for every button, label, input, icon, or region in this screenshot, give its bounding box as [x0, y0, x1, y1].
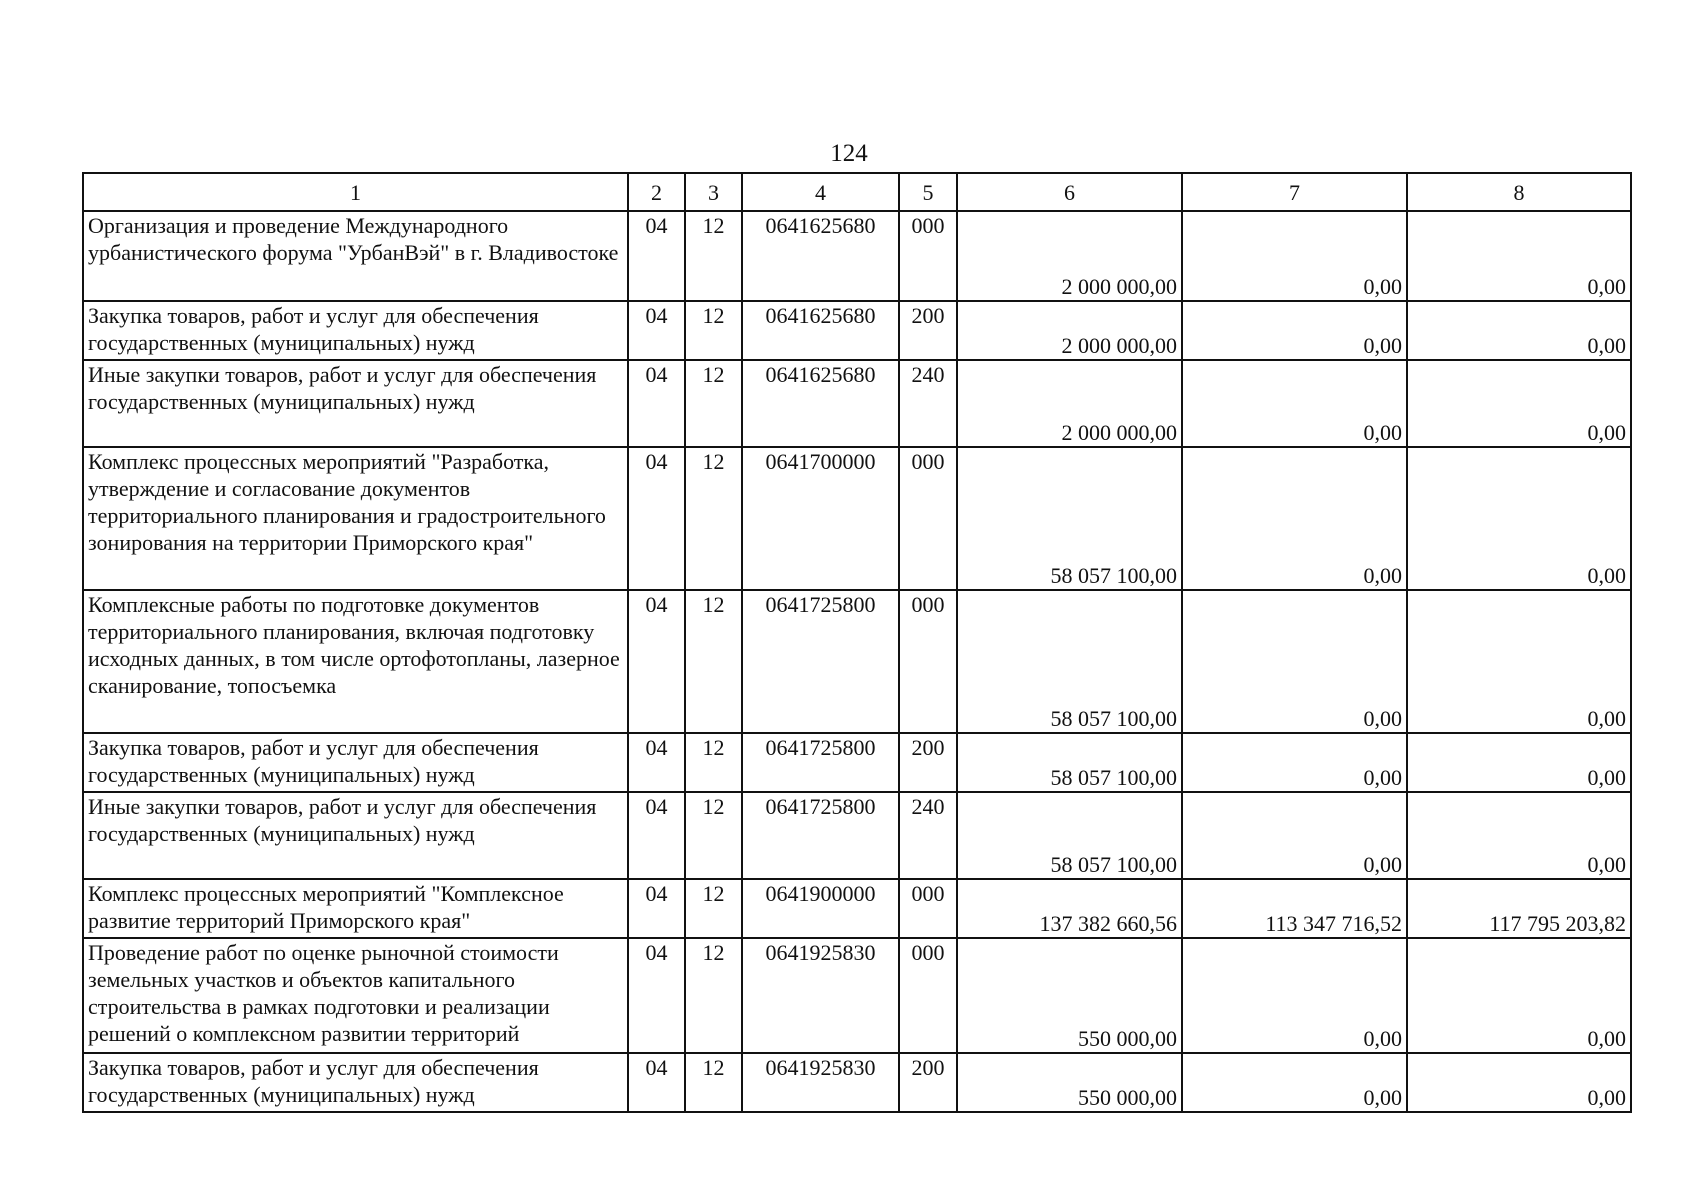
row-expense-type: 200 — [899, 1053, 957, 1112]
row-target-code: 0641700000 — [742, 447, 899, 590]
row-amount-7: 0,00 — [1182, 301, 1407, 360]
row-target-code: 0641625680 — [742, 211, 899, 301]
row-amount-8: 0,00 — [1407, 211, 1631, 301]
row-target-code: 0641625680 — [742, 301, 899, 360]
row-section: 04 — [628, 301, 685, 360]
table-row — [83, 879, 1631, 938]
page-number: 124 — [830, 140, 868, 167]
row-target-code: 0641925830 — [742, 1053, 899, 1112]
row-amount-8: 0,00 — [1407, 301, 1631, 360]
row-section: 04 — [628, 879, 685, 938]
column-header-5: 5 — [899, 173, 957, 211]
row-expense-type: 000 — [899, 590, 957, 733]
row-subsection: 12 — [685, 447, 742, 590]
table-row — [83, 733, 1631, 792]
row-expense-type: 000 — [899, 211, 957, 301]
row-amount-6: 550 000,00 — [957, 1053, 1182, 1112]
row-expense-type: 000 — [899, 879, 957, 938]
row-amount-8: 0,00 — [1407, 1053, 1631, 1112]
row-target-code: 0641725800 — [742, 590, 899, 733]
budget-table — [82, 172, 1632, 1113]
row-amount-7: 0,00 — [1182, 590, 1407, 733]
column-header-4: 4 — [742, 173, 899, 211]
row-amount-8: 0,00 — [1407, 360, 1631, 447]
row-amount-7: 0,00 — [1182, 733, 1407, 792]
row-section: 04 — [628, 1053, 685, 1112]
row-name: Комплекс процессных мероприятий "Разработка, утверждение и согласование документов территориального планирования и градостроительного зонирования на территории Приморского края" — [83, 447, 628, 590]
row-amount-6: 2 000 000,00 — [957, 360, 1182, 447]
row-name: Закупка товаров, работ и услуг для обеспечения государственных (муниципальных) нужд — [83, 733, 628, 792]
column-header-8: 8 — [1407, 173, 1631, 211]
row-expense-type: 000 — [899, 938, 957, 1053]
row-name: Иные закупки товаров, работ и услуг для обеспечения государственных (муниципальных) нужд — [83, 360, 628, 447]
column-header-2: 2 — [628, 173, 685, 211]
row-amount-8: 0,00 — [1407, 938, 1631, 1053]
row-expense-type: 200 — [899, 733, 957, 792]
column-header-1: 1 — [83, 173, 628, 211]
row-name: Закупка товаров, работ и услуг для обеспечения государственных (муниципальных) нужд — [83, 301, 628, 360]
row-amount-7: 0,00 — [1182, 792, 1407, 879]
row-subsection: 12 — [685, 590, 742, 733]
row-section: 04 — [628, 447, 685, 590]
row-subsection: 12 — [685, 211, 742, 301]
row-section: 04 — [628, 211, 685, 301]
column-header-6: 6 — [957, 173, 1182, 211]
row-subsection: 12 — [685, 733, 742, 792]
row-name: Проведение работ по оценке рыночной стоимости земельных участков и объектов капитального строительства в рамках подготовки и реализации решений о комплексном развитии территорий — [83, 938, 628, 1053]
row-subsection: 12 — [685, 360, 742, 447]
table-row — [83, 211, 1631, 301]
table-row — [83, 360, 1631, 447]
column-header-7: 7 — [1182, 173, 1407, 211]
row-name: Комплексные работы по подготовке документов территориального планирования, включая подготовку исходных данных, в том числе ортофотопланы, лазерное сканирование, топосъемка — [83, 590, 628, 733]
row-target-code: 0641925830 — [742, 938, 899, 1053]
row-amount-6: 58 057 100,00 — [957, 733, 1182, 792]
row-subsection: 12 — [685, 301, 742, 360]
row-section: 04 — [628, 792, 685, 879]
row-amount-7: 0,00 — [1182, 360, 1407, 447]
row-subsection: 12 — [685, 1053, 742, 1112]
row-name: Закупка товаров, работ и услуг для обеспечения государственных (муниципальных) нужд — [83, 1053, 628, 1112]
table-row — [83, 792, 1631, 879]
row-name: Иные закупки товаров, работ и услуг для обеспечения государственных (муниципальных) нужд — [83, 792, 628, 879]
row-section: 04 — [628, 733, 685, 792]
row-amount-7: 0,00 — [1182, 1053, 1407, 1112]
row-subsection: 12 — [685, 938, 742, 1053]
row-section: 04 — [628, 590, 685, 733]
header-row — [83, 173, 1631, 211]
row-expense-type: 240 — [899, 792, 957, 879]
row-amount-7: 0,00 — [1182, 211, 1407, 301]
row-target-code: 0641725800 — [742, 733, 899, 792]
row-target-code: 0641900000 — [742, 879, 899, 938]
row-name: Комплекс процессных мероприятий "Комплексное развитие территорий Приморского края" — [83, 879, 628, 938]
row-target-code: 0641725800 — [742, 792, 899, 879]
row-target-code: 0641625680 — [742, 360, 899, 447]
row-amount-8: 117 795 203,82 — [1407, 879, 1631, 938]
row-amount-6: 2 000 000,00 — [957, 301, 1182, 360]
row-amount-8: 0,00 — [1407, 733, 1631, 792]
row-amount-8: 0,00 — [1407, 447, 1631, 590]
table-row — [83, 1053, 1631, 1112]
table-row — [83, 590, 1631, 733]
row-expense-type: 200 — [899, 301, 957, 360]
table-row — [83, 938, 1631, 1053]
table-row — [83, 301, 1631, 360]
row-amount-8: 0,00 — [1407, 590, 1631, 733]
row-subsection: 12 — [685, 879, 742, 938]
table-row — [83, 447, 1631, 590]
row-amount-6: 58 057 100,00 — [957, 590, 1182, 733]
row-amount-7: 0,00 — [1182, 938, 1407, 1053]
row-amount-6: 550 000,00 — [957, 938, 1182, 1053]
row-amount-6: 2 000 000,00 — [957, 211, 1182, 301]
row-amount-7: 113 347 716,52 — [1182, 879, 1407, 938]
row-amount-6: 58 057 100,00 — [957, 792, 1182, 879]
row-amount-6: 137 382 660,56 — [957, 879, 1182, 938]
row-amount-7: 0,00 — [1182, 447, 1407, 590]
row-section: 04 — [628, 938, 685, 1053]
column-header-3: 3 — [685, 173, 742, 211]
row-amount-6: 58 057 100,00 — [957, 447, 1182, 590]
row-expense-type: 240 — [899, 360, 957, 447]
row-subsection: 12 — [685, 792, 742, 879]
row-section: 04 — [628, 360, 685, 447]
row-name: Организация и проведение Международного урбанистического форума "УрбанВэй" в г. Владивостоке — [83, 211, 628, 301]
row-amount-8: 0,00 — [1407, 792, 1631, 879]
row-expense-type: 000 — [899, 447, 957, 590]
